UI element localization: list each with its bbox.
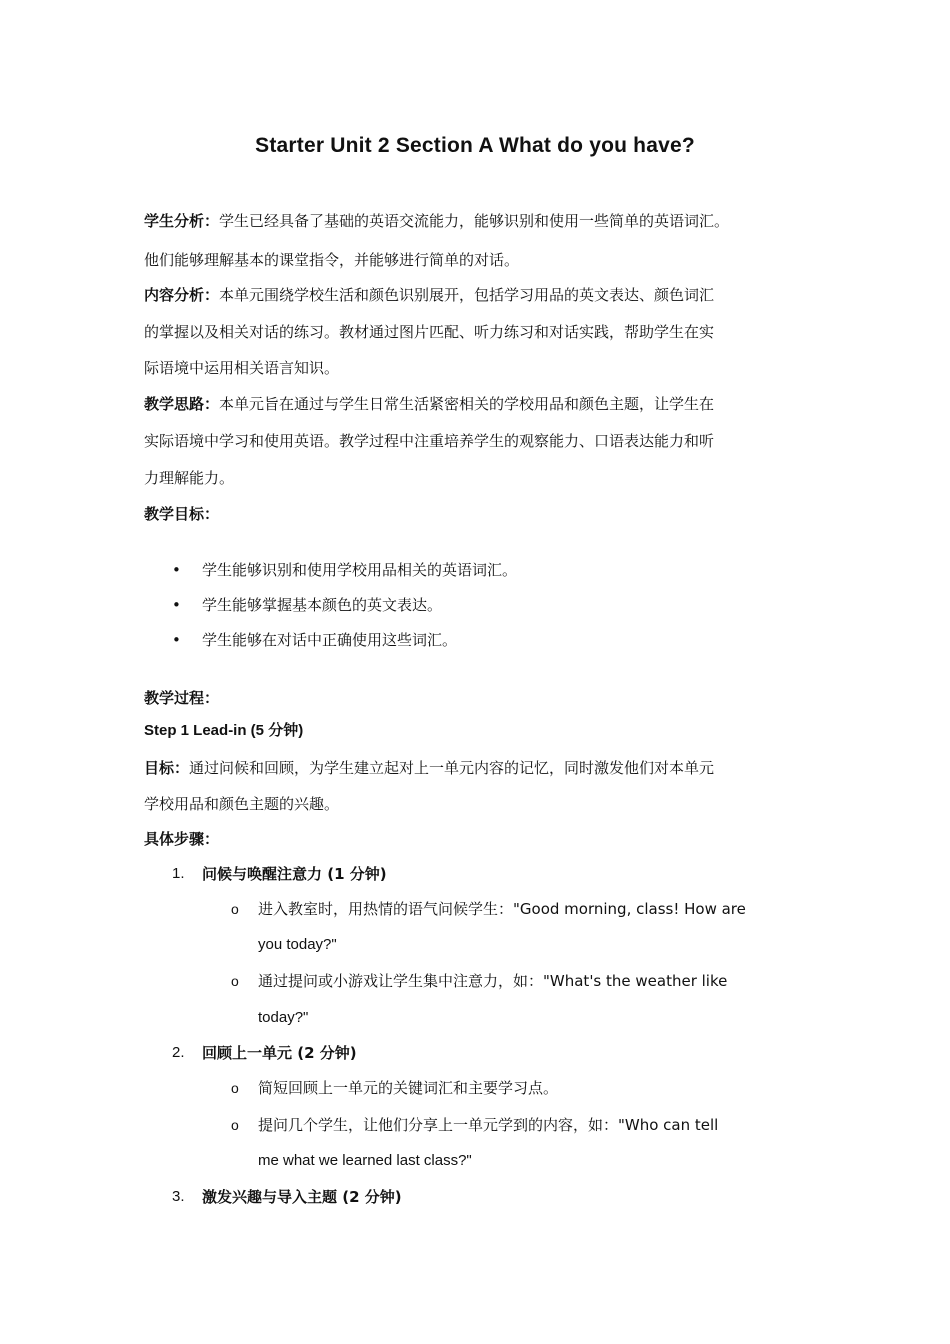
content-analysis-text-line-3: 际语境中运用相关语言知识。 [144, 359, 340, 377]
step1-goal-text: 通过问候和回顾，为学生建立起对上一单元内容的记忆，同时激发他们对本单元 [189, 759, 715, 777]
step1-heading: Step 1 Lead-in (5 分钟) [144, 722, 304, 739]
step1-goal-label: 目标： [144, 759, 190, 777]
content-analysis-text-line-2: 的掌握以及相关对话的练习。教材通过图片匹配、听力练习和对话实践，帮助学生在实 [144, 323, 715, 341]
substep-number: 1. [172, 865, 185, 882]
substep-number: 2. [172, 1044, 185, 1061]
objective-item: 学生能够掌握基本颜色的英文表达。 [202, 596, 443, 614]
teaching-idea-text-line-3: 力理解能力。 [144, 469, 235, 487]
sub-bullet-marker: o [231, 973, 239, 989]
process-heading: 教学过程： [144, 689, 220, 707]
teaching-idea-label: 教学思路： [144, 395, 220, 413]
content-analysis-text: 本单元围绕学校生活和颜色识别展开，包括学习用品的英文表达、颜色词汇 [219, 286, 715, 304]
substep-point: 通过提问或小游戏让学生集中注意力，如："What's the weather like [258, 972, 728, 990]
sub-bullet-marker: o [231, 901, 239, 917]
step1-goal-line-2: 学校用品和颜色主题的兴趣。 [144, 795, 340, 813]
bullet-marker: • [172, 631, 181, 649]
substep-title: 激发兴趣与导入主题 (2 分钟) [202, 1188, 402, 1206]
bullet-marker: • [172, 561, 181, 579]
content-analysis-para-line-1 [144, 285, 714, 305]
teaching-idea-para-line-1 [144, 394, 714, 414]
substep-number: 3. [172, 1188, 185, 1205]
teaching-idea-text: 本单元旨在通过与学生日常生活紧密相关的学校用品和颜色主题，让学生在 [219, 395, 715, 413]
student-analysis-text: 学生已经具备了基础的英语交流能力，能够识别和使用一些简单的英语词汇。 [219, 212, 730, 230]
content-analysis-label: 内容分析： [144, 286, 220, 304]
substep-title: 问候与唤醒注意力 (1 分钟) [202, 865, 387, 883]
substep-point: 进入教室时，用热情的语气问候学生："Good morning, class! How are [258, 900, 746, 918]
substep-title: 回顾上一单元 (2 分钟) [202, 1044, 357, 1062]
step1-steps-label: 具体步骤： [144, 830, 220, 848]
step1-goal-line-1 [144, 758, 714, 778]
sub-bullet-marker: o [231, 1080, 239, 1096]
student-analysis-text-line-2: 他们能够理解基本的课堂指令，并能够进行简单的对话。 [144, 251, 520, 269]
student-analysis-label: 学生分析： [144, 212, 220, 230]
substep-point-continued: today?" [258, 1009, 309, 1026]
substep-point-continued: you today?" [258, 936, 337, 953]
sub-bullet-marker: o [231, 1117, 239, 1133]
substep-point: 简短回顾上一单元的关键词汇和主要学习点。 [258, 1079, 559, 1097]
substep-point-continued: me what we learned last class?" [258, 1152, 472, 1169]
bullet-marker: • [172, 596, 181, 614]
student-analysis-para-line-1 [144, 211, 729, 231]
objectives-heading: 教学目标： [144, 505, 220, 523]
page-title: Starter Unit 2 Section A What do you have? [255, 134, 695, 157]
objective-item: 学生能够在对话中正确使用这些词汇。 [202, 631, 458, 649]
teaching-idea-text-line-2: 实际语境中学习和使用英语。教学过程中注重培养学生的观察能力、口语表达能力和听 [144, 432, 715, 450]
objective-item: 学生能够识别和使用学校用品相关的英语词汇。 [202, 561, 518, 579]
substep-point: 提问几个学生，让他们分享上一单元学到的内容，如："Who can tell [258, 1116, 719, 1134]
